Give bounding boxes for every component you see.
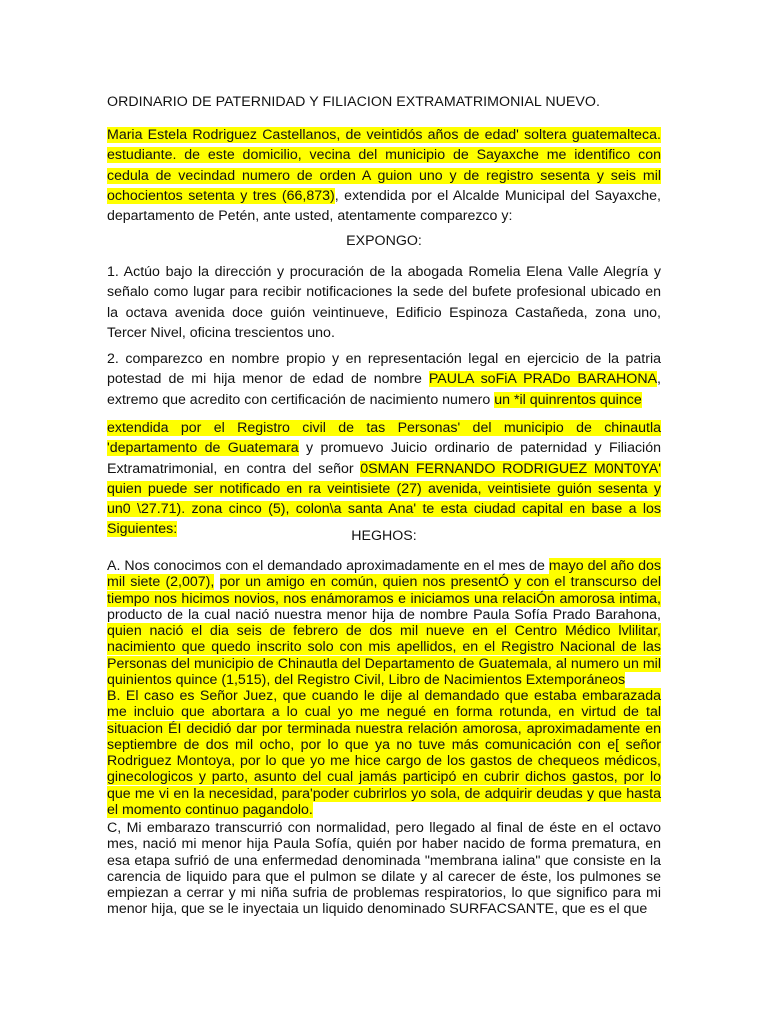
para2-highlight-1: PAULA soFiA PRADo BARAHONA (428, 371, 658, 388)
para2-highlight-3: extendida por el Registro civil de tas Personas' del municipio de chinautla 'departamento de Guatemara (107, 420, 661, 457)
document-title: ORDINARIO DE PATERNIDAD Y FILIACION EXTRAMATRIMONIAL NUEVO. (107, 94, 601, 110)
intro-paragraph (107, 125, 661, 226)
hecho-a-text-1: A. Nos conocimos con el demandado aproximadamente en el mes de (107, 558, 549, 574)
hecho-a-paragraph (107, 558, 661, 688)
intro-text: , extendida por el Alcalde Municipal del Sayaxche, departamento de Petén, ante usted, atentamente comparezco y: (107, 187, 661, 225)
paragraph-2-part-b (107, 418, 661, 540)
hecho-b-highlight: B. El caso es Señor Juez, que cuando le dije al demandado que estaba embarazada me incluio que abortara a lo cual yo me negué en forma rotunda, en virtud de tal situacion ÉI decidió dar por terminada nuestra relación amorosa, aproximadamente en septiembre de dos mil ocho, por lo que ya no tuve más comunicación con e[ señor Rodriguez Montoya, por lo que yo me hice cargo de los gastos de chequeos médicos, ginecologicos y parto, asunto del cual jamás participó en cubrir dichos gastos, por lo que me vi en la necesidad, para'poder cubrirlos yo sola, de adquirir deudas y que hasta el momento continuo pagandolo. (107, 688, 661, 819)
hecho-a-text-3: producto de la cual nació nuestra menor hija de nombre Paula Sofía Prado Barahona, (107, 606, 661, 623)
para2-text-2: , extremo que acredito con certificación de nacimiento numero (107, 371, 661, 408)
hecho-a-highlight-3: quien nació el dia seis de febrero de dos mil nueve en el Centro Médico lvlilitar, nacimiento que quedo inscrito solo con mis apellidos, en el Registro Nacional de las Personas del municipio de Chinautla del Departamento de Guatemala, al numero un mil quinientos quince (1,515), del Registro Civil, Libro de Nacimientos Extemporáneos (107, 623, 661, 689)
para2-highlight-2: un *il quinrentos quince (494, 391, 642, 408)
para2-text-1: 2. comparezco en nombre propio y en representación legal en ejercicio de la patria potestad de mi hija menor de edad de nombre (107, 351, 661, 388)
paragraph-2-part-a (107, 349, 661, 410)
paragraph-1: 1. Actúo bajo la dirección y procuración de la abogada Romelia Elena Valle Alegría y señalo como lugar para recibir notificaciones la sede del bufete profesional ubicado en la octava avenida doce guión veintinueve, Edificio Espinoza Castañeda, zona uno, Tercer Nivel, oficina trescientos uno. (107, 264, 661, 341)
heading-expongo: EXPONGO: (346, 233, 422, 249)
hecho-b-paragraph (107, 688, 661, 818)
para2-text-3: y promuevo Juicio ordinario de paternidad y Filiación Extramatrimonial, en contra del señor (107, 440, 661, 477)
intro-highlight: Maria Estela Rodriguez Castellanos, de veintidós años de edad' soltera guatemalteca. estudiante. de este domicilio, vecina del municipio de Sayaxche me identifico con cedula de vecindad numero de orden A guion uno y de registro sesenta y seis mil ochocientos setenta y tres (66,873) (107, 127, 661, 204)
hecho-a-text-2 (214, 574, 219, 590)
para2-highlight-4: 0SMAN FERNANDO RODRIGUEZ M0NT0YA' quien puede ser notificado en ra veintisiete (27) avenida, veintisiete guión sesenta y un0 \27.71). zona cinco (5), colon\a santa Ana' te esta ciudad capital en base a los Siguientes: (107, 460, 661, 538)
hecho-a-highlight-1: mayo del año dos mil siete (2,007), (107, 558, 661, 591)
heading-hechos: HEGHOS: (351, 528, 417, 544)
hecho-c-paragraph: C, Mi embarazo transcurrió con normalidad, pero llegado al final de éste en el octavo mes, nació mi menor hija Paula Sofía, quién por haber nacido de forma prematura, en esa etapa sufrió de una enfermedad denominada "membrana ialina" que consiste en la carencia de liquido para que el pulmon se dilate y al carecer de éste, los pulmones se empiezan a cerrar y mi niña sufria de problemas respiratorios, lo que significo para mi menor hija, que se le inyectaia un liquido denominado SURFACSANTE, que es el que (107, 820, 661, 918)
hecho-a-highlight-2: por un amigo en común, quien nos presentÓ y con el transcurso del tiempo nos hicimos novios, nos enámoramos e iniciamos una relaciÓn amorosa intima, (107, 574, 661, 607)
